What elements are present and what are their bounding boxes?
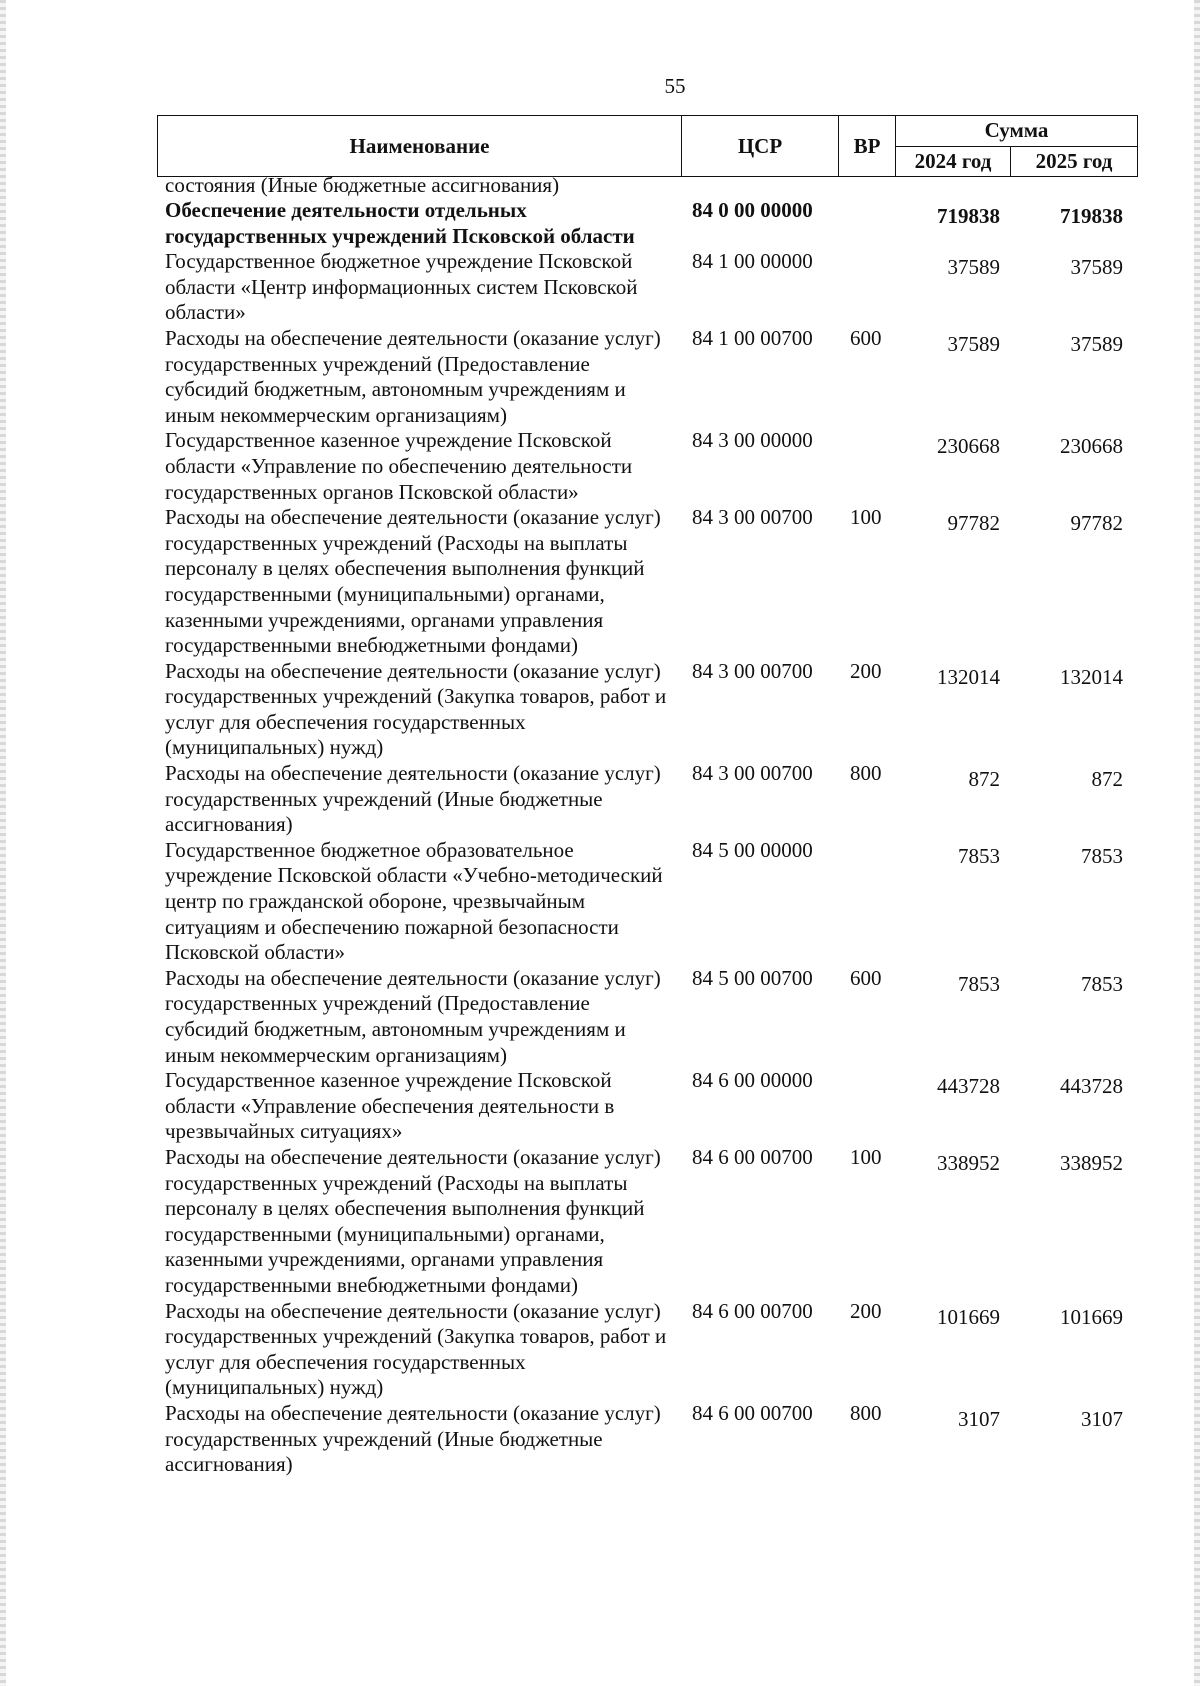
row-vr: 600 [850, 325, 882, 350]
table-row [0, 1299, 1200, 1401]
table-row [0, 198, 1200, 249]
row-csr: 84 6 00 00700 [692, 1298, 813, 1323]
row-name: Расходы на обеспечение деятельности (оказание услуг) государственных учреждений (Закупка товаров, работ и услуг для обеспечения государственных (муниципальных) нужд) [165, 1298, 667, 1400]
row-name: Расходы на обеспечение деятельности (оказание услуг) государственных учреждений (Предоставление субсидий бюджетным, автономным учреждениям и иным некоммерческим организациям) [165, 965, 661, 1067]
row-vr: 800 [850, 761, 882, 786]
row-csr: 84 6 00 00700 [692, 1400, 813, 1425]
row-sum-2025: 872 [1091, 767, 1123, 792]
table-row [0, 761, 1200, 838]
row-csr: 84 3 00 00000 [692, 428, 813, 453]
row-sum-2025: 443728 [1060, 1074, 1123, 1099]
table-header [157, 115, 1138, 177]
row-csr: 84 5 00 00700 [692, 965, 813, 990]
row-vr: 200 [850, 1298, 882, 1323]
column-header-name: Наименование [158, 116, 682, 177]
row-name: Расходы на обеспечение деятельности (оказание услуг) государственных учреждений (Расходы на выплаты персоналу в целях обеспечения выполнения функций государственными (муниципальными) органами, казенными учреждениями, органами управления государственными внебюджетными фондами) [165, 1144, 661, 1297]
row-csr: 84 3 00 00700 [692, 658, 813, 683]
row-name: Расходы на обеспечение деятельности (оказание услуг) государственных учреждений (Расходы на выплаты персоналу в целях обеспечения выполнения функций государственными (муниципальными) органами, казенными учреждениями, органами управления государственными внебюджетными фондами) [165, 505, 661, 658]
column-header-csr: ЦСР [682, 116, 839, 177]
page-number: 55 [664, 74, 686, 98]
row-csr: 84 5 00 00000 [692, 837, 813, 862]
row-name: Государственное казенное учреждение Псковской области «Управление по обеспечению деятельности государственных органов Псковской области» [165, 428, 633, 504]
table-row [0, 326, 1200, 428]
row-sum-2024: 230668 [937, 434, 1000, 459]
row-vr: 100 [850, 1144, 882, 1169]
row-sum-2025: 3107 [1081, 1406, 1123, 1431]
row-name: Расходы на обеспечение деятельности (оказание услуг) государственных учреждений (Закупка товаров, работ и услуг для обеспечения государственных (муниципальных) нужд) [165, 658, 667, 760]
row-sum-2025: 37589 [1070, 331, 1123, 356]
table-row [0, 249, 1200, 326]
column-header-2024: 2024 год [896, 146, 1011, 177]
row-csr: 84 6 00 00700 [692, 1144, 813, 1169]
table-row [0, 1401, 1200, 1478]
table-row [0, 838, 1200, 966]
row-csr: 84 0 00 00000 [692, 198, 813, 222]
table-row [0, 1145, 1200, 1299]
table-row [0, 1068, 1200, 1145]
row-name: Государственное бюджетное учреждение Псковской области «Центр информационных систем Псковской области» [165, 249, 638, 325]
table-row [0, 659, 1200, 761]
row-csr: 84 1 00 00000 [692, 249, 813, 274]
row-name: Государственное казенное учреждение Псковской области «Управление обеспечения деятельности в чрезвычайных ситуациях» [165, 1068, 615, 1144]
row-name: Расходы на обеспечение деятельности (оказание услуг) государственных учреждений (Предоставление субсидий бюджетным, автономным учреждениям и иным некоммерческим организациям) [165, 325, 661, 427]
row-sum-2025: 97782 [1070, 511, 1123, 536]
row-sum-2024: 132014 [937, 664, 1000, 689]
table-row [0, 174, 1200, 196]
row-name: состояния (Иные бюджетные ассигнования) [165, 173, 560, 197]
row-csr: 84 6 00 00000 [692, 1068, 813, 1093]
row-sum-2024: 37589 [947, 331, 1000, 356]
table-row [0, 428, 1200, 505]
row-sum-2024: 101669 [937, 1304, 1000, 1329]
row-vr: 200 [850, 658, 882, 683]
row-sum-2024: 719838 [937, 204, 1000, 228]
row-sum-2024: 872 [968, 767, 1000, 792]
row-csr: 84 3 00 00700 [692, 505, 813, 530]
table-body [0, 174, 1200, 1478]
row-csr: 84 1 00 00700 [692, 325, 813, 350]
column-header-2025: 2025 год [1011, 146, 1138, 177]
row-sum-2024: 338952 [937, 1150, 1000, 1175]
row-csr: 84 3 00 00700 [692, 761, 813, 786]
column-header-vr: ВР [839, 116, 896, 177]
row-sum-2025: 7853 [1081, 971, 1123, 996]
row-sum-2024: 443728 [937, 1074, 1000, 1099]
table-row [0, 505, 1200, 659]
row-name: Обеспечение деятельности отдельных государственных учреждений Псковской области [165, 198, 635, 248]
row-sum-2024: 3107 [958, 1406, 1000, 1431]
row-sum-2024: 97782 [947, 511, 1000, 536]
row-sum-2025: 338952 [1060, 1150, 1123, 1175]
table-row [0, 966, 1200, 1068]
row-name: Расходы на обеспечение деятельности (оказание услуг) государственных учреждений (Иные бюджетные ассигнования) [165, 761, 661, 837]
row-sum-2024: 7853 [958, 843, 1000, 868]
row-sum-2025: 230668 [1060, 434, 1123, 459]
row-vr: 800 [850, 1400, 882, 1425]
row-sum-2025: 7853 [1081, 843, 1123, 868]
row-vr: 100 [850, 505, 882, 530]
row-sum-2024: 7853 [958, 971, 1000, 996]
row-vr: 600 [850, 965, 882, 990]
row-sum-2025: 101669 [1060, 1304, 1123, 1329]
row-sum-2025: 37589 [1070, 255, 1123, 280]
row-sum-2025: 719838 [1060, 204, 1123, 228]
column-header-sum: Сумма [896, 116, 1138, 147]
row-sum-2024: 37589 [947, 255, 1000, 280]
row-name: Расходы на обеспечение деятельности (оказание услуг) государственных учреждений (Иные бюджетные ассигнования) [165, 1400, 661, 1477]
row-name: Государственное бюджетное образовательное учреждение Псковской области «Учебно-методический центр по гражданской обороне, чрезвычайным ситуациям и обеспечению пожарной безопасности Псковской области» [165, 837, 663, 965]
row-sum-2025: 132014 [1060, 664, 1123, 689]
